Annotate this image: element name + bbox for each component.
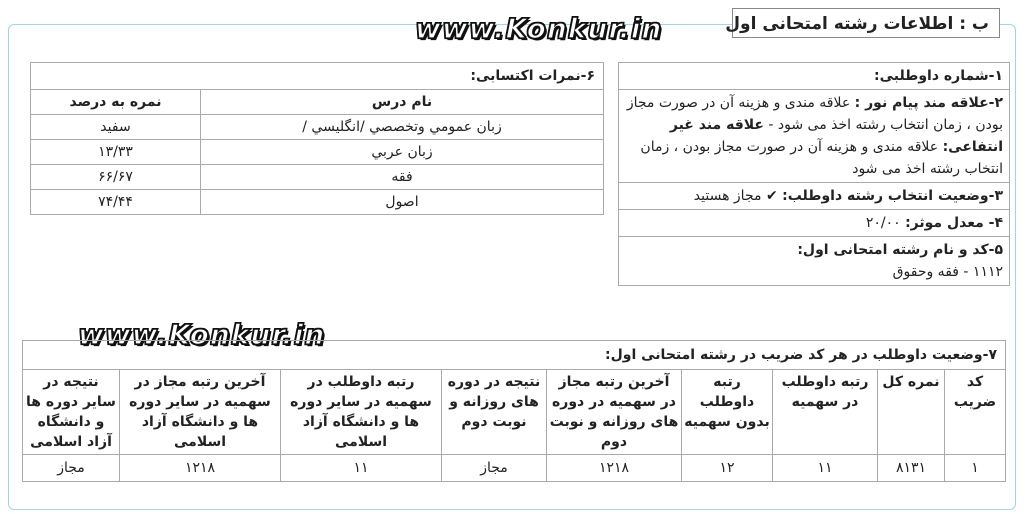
non-profit-label: علاقه مند غیر انتفاعی: [669, 117, 1003, 155]
course-name: زبان عمومي وتخصصي /انگليسي / [201, 115, 604, 140]
effective-gpa-label: ۴- معدل موثر: [905, 215, 1003, 231]
quota-cell: ۱۲۱۸ [547, 455, 682, 482]
quota-header: نمره کل [878, 370, 945, 455]
quota-header: آخرین رتبه مجاز در سهمیه در سایر دوره ها و دانشگاه آزاد اسلامی [120, 370, 281, 455]
course-percent: ۶۶/۶۷ [31, 165, 201, 190]
quota-cell: ۱۱ [773, 455, 878, 482]
quota-cell: ۱۲ [682, 455, 773, 482]
quota-cell: ۸۱۳۱ [878, 455, 945, 482]
course-percent: سفيد [31, 115, 201, 140]
table-row [31, 165, 604, 190]
quota-header: رتبه داوطلب بدون سهمیه [682, 370, 773, 455]
table-row [31, 190, 604, 215]
non-profit-text: علاقه مندی و هزینه آن در صورت مجاز بودن ، زمان انتخاب رشته اخذ می شود [640, 139, 1003, 177]
quota-cell: ۱۱ [281, 455, 442, 482]
grades-header-percent: نمره به درصد [31, 90, 201, 115]
course-name: فقه [201, 165, 604, 190]
course-percent: ۷۴/۴۴ [31, 190, 201, 215]
grades-table [30, 62, 604, 215]
quota-cell: مجاز [23, 455, 120, 482]
field-label: ۵-کد و نام رشته امتحانی اول: [797, 242, 1003, 258]
grades-caption: ۶-نمرات اکتسابی: [31, 63, 604, 90]
quota-header: نتیجه در دوره های روزانه و نوبت دوم [442, 370, 547, 455]
quota-cell: ۱۲۱۸ [120, 455, 281, 482]
table-row [31, 115, 604, 140]
selection-status-value: مجاز هستید [693, 188, 762, 204]
section-title: ب : اطلاعات رشته امتحانی اول [732, 8, 1000, 38]
candidate-number-label: ۱-شماره داوطلبی: [873, 68, 1003, 84]
candidate-info-table [618, 62, 1010, 286]
course-name: زبان عربي [201, 140, 604, 165]
quota-table [22, 340, 1006, 482]
payam-noor-text: علاقه مندی و هزینه آن در صورت مجاز بودن ، زمان انتخاب رشته اخذ می شود - [626, 95, 1003, 133]
checkmark-icon: ✔ [765, 188, 778, 204]
grades-header-course: نام درس [201, 90, 604, 115]
effective-gpa-value: ۲۰/۰۰ [865, 215, 901, 231]
quota-cell: ۱ [945, 455, 1006, 482]
quota-header: رتبه داوطلب در سهمیه [773, 370, 878, 455]
course-name: اصول [201, 190, 604, 215]
quota-cell: مجاز [442, 455, 547, 482]
watermark-middle: www.Konkur.in [78, 318, 326, 351]
interest-row [619, 90, 1010, 183]
quota-header: کد ضریب [945, 370, 1006, 455]
field-value: ۱۱۱۲ - فقه وحقوق [892, 264, 1003, 280]
watermark-top: www.Konkur.in [415, 12, 663, 45]
quota-header: نتیجه در سایر دوره ها و دانشگاه آزاد اسلامی [23, 370, 120, 455]
candidate-number-row [619, 63, 1010, 90]
course-percent: ۱۳/۳۳ [31, 140, 201, 165]
selection-status-label: ۳-وضعیت انتخاب رشته داوطلب: [782, 188, 1003, 204]
quota-header: آخرین رتبه مجاز در سهمیه در دوره های روزانه و نوبت دوم [547, 370, 682, 455]
effective-gpa-row [619, 210, 1010, 237]
payam-noor-label: ۲-علاقه مند پیام نور : [854, 95, 1003, 111]
table-row [31, 140, 604, 165]
table-row [23, 455, 1006, 482]
quota-caption: ۷-وضعیت داوطلب در هر کد ضریب در رشته امتحانی اول: [23, 341, 1006, 370]
selection-status-row [619, 183, 1010, 210]
quota-header: رتبه داوطلب در سهمیه در سایر دوره ها و دانشگاه آزاد اسلامی [281, 370, 442, 455]
field-row [619, 237, 1010, 286]
